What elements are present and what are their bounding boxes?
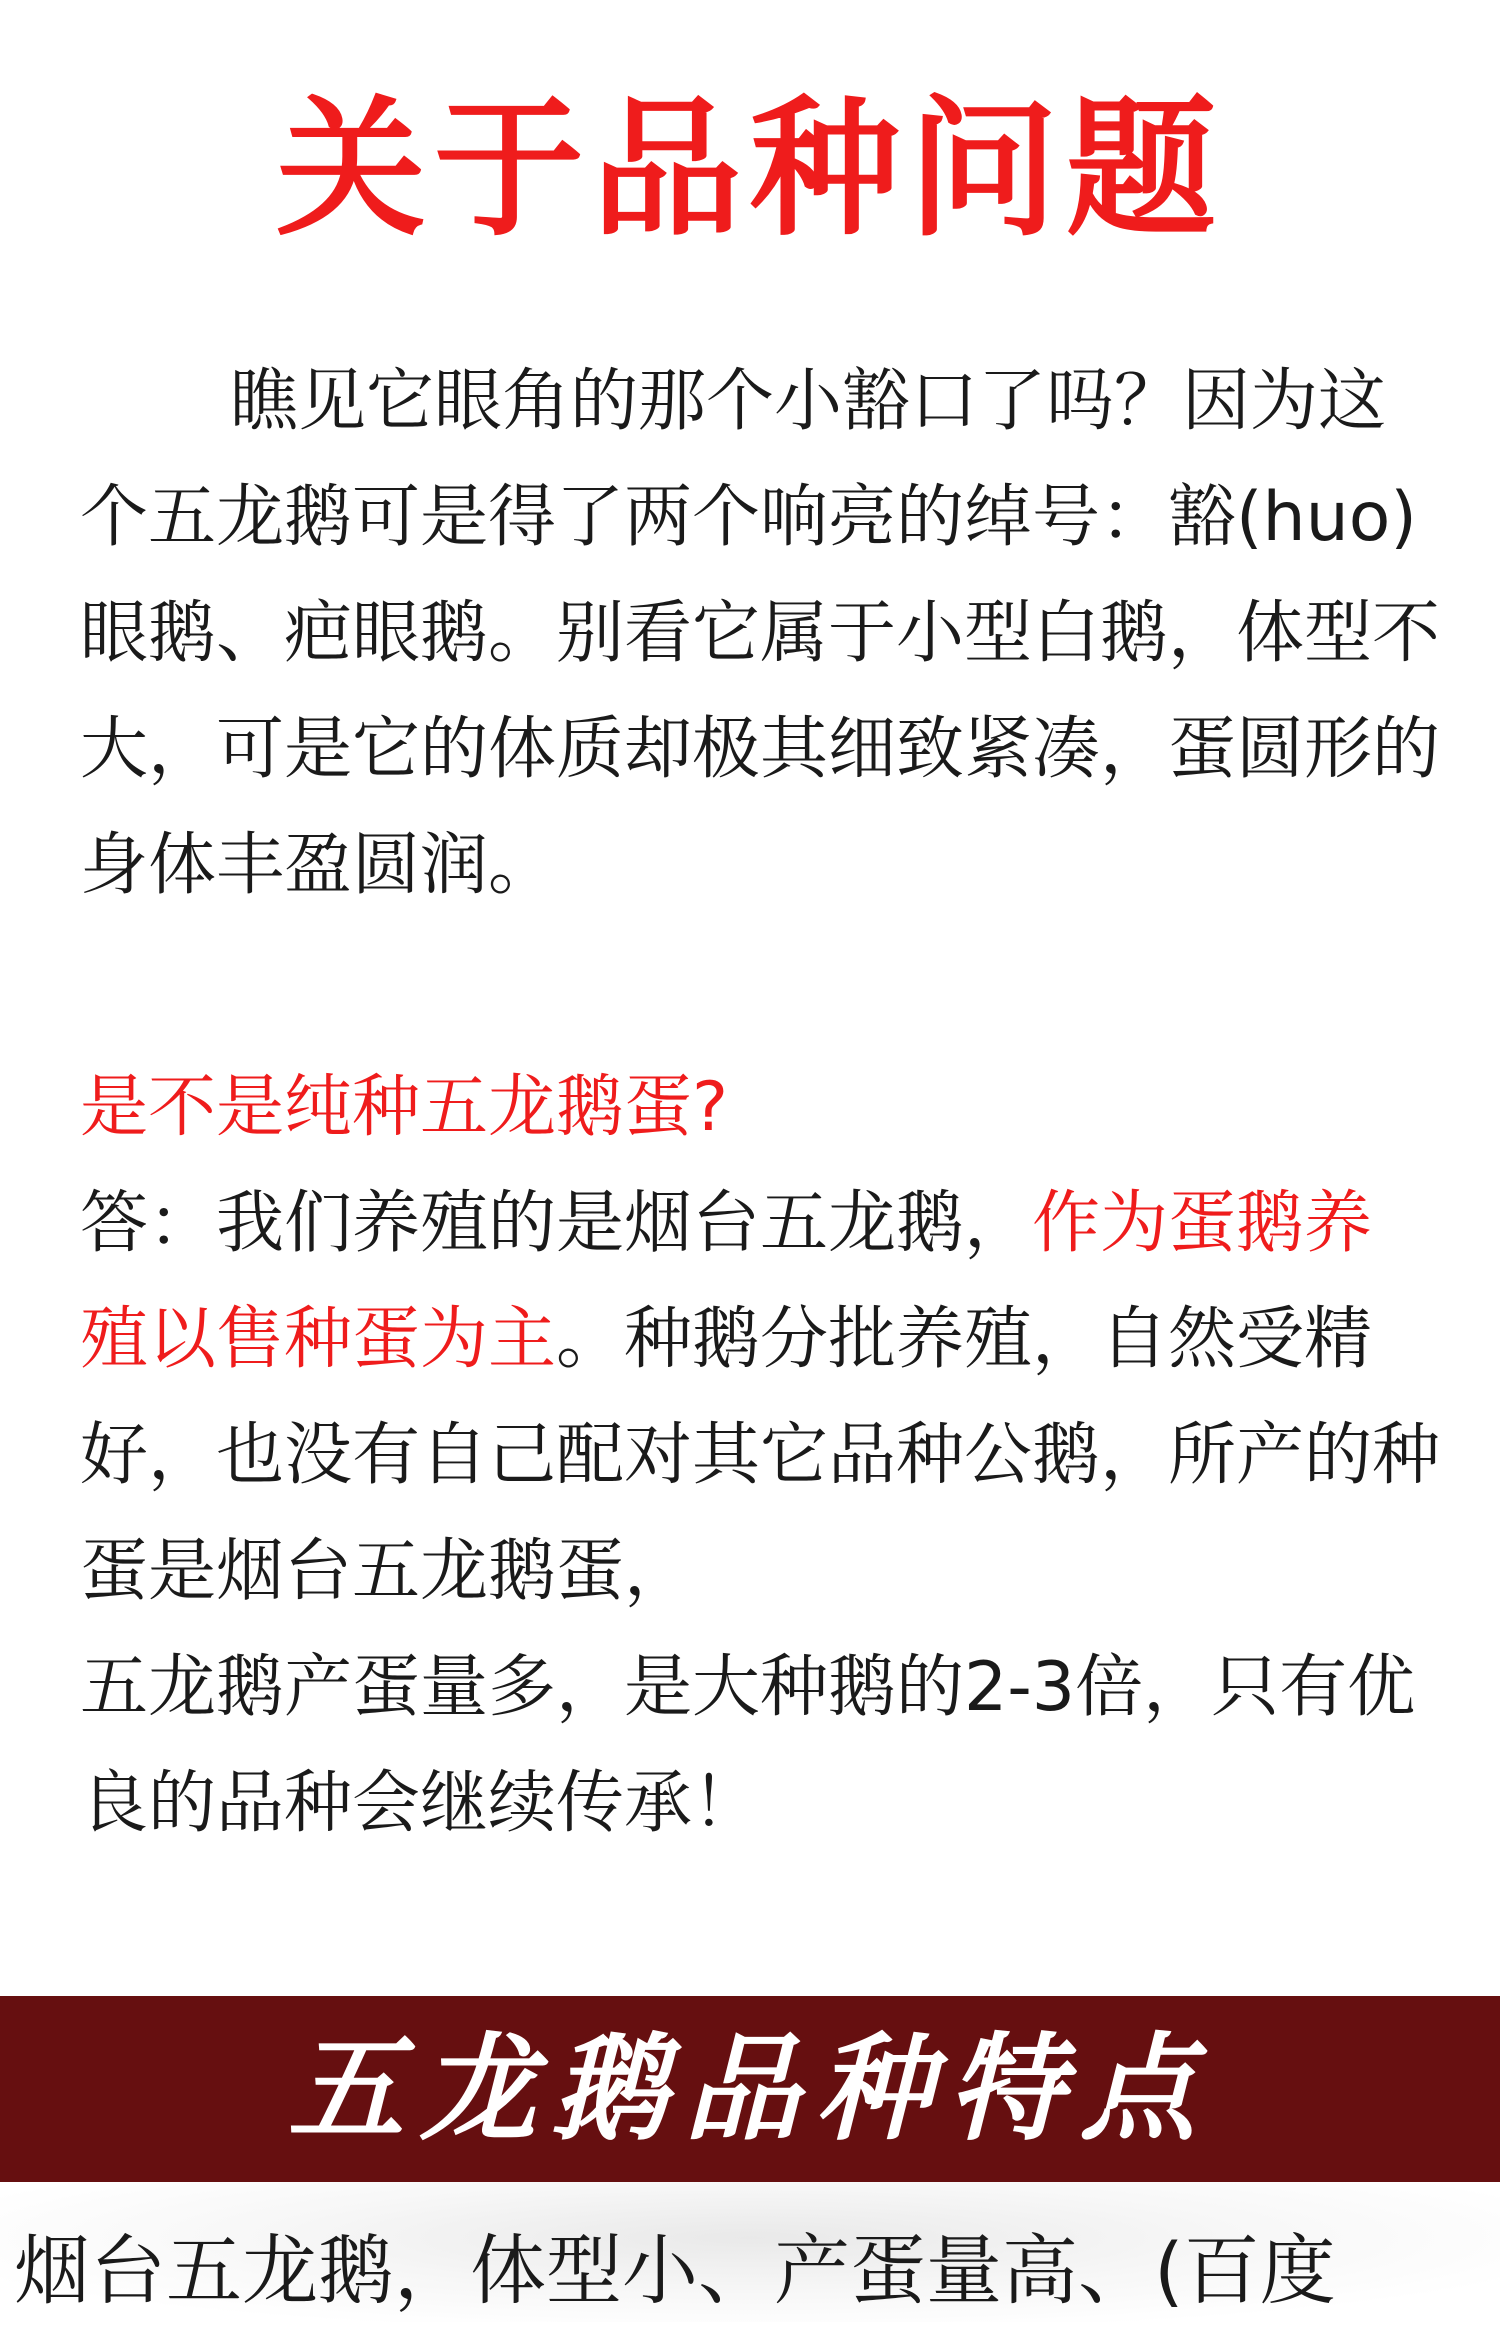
qa-section: [80, 1050, 1440, 1862]
answer-highlight: 作为蛋鹅养殖以售种蛋为主: [80, 1184, 1373, 1379]
qa-question: 是不是纯种五龙鹅蛋?: [80, 1068, 729, 1147]
intro-text: 瞧见它眼角的那个小豁口了吗？因为这个五龙鹅可是得了两个响亮的绰号：豁(huo)眼鹅、疤眼鹅。别看它属于小型白鹅，体型不大，可是它的体质却极其细致紧凑，蛋圆形的身体丰盈圆润。: [80, 362, 1441, 905]
qa-answer: [80, 1166, 1440, 1630]
qa-answer-2: 五龙鹅产蛋量多，是大种鹅的2-3倍，只有优良的品种会继续传承！: [80, 1648, 1416, 1843]
answer-prefix: 答：我们养殖的是烟台五龙鹅，: [80, 1184, 1033, 1263]
answer-rest-1: 。种鹅分批养殖，自然受精好，也没有自己配对其它品种公鹅，所产的种蛋是烟台五龙鹅蛋，: [80, 1300, 1441, 1611]
section-banner: [0, 1996, 1500, 2182]
banner-title: 五龙鹅品种特点: [288, 2021, 1212, 2157]
page-title: 关于品种问题: [275, 83, 1224, 257]
intro-paragraph: [80, 344, 1440, 924]
features-text: 烟台五龙鹅，体型小、产蛋量高、(百度: [14, 2226, 1336, 2315]
